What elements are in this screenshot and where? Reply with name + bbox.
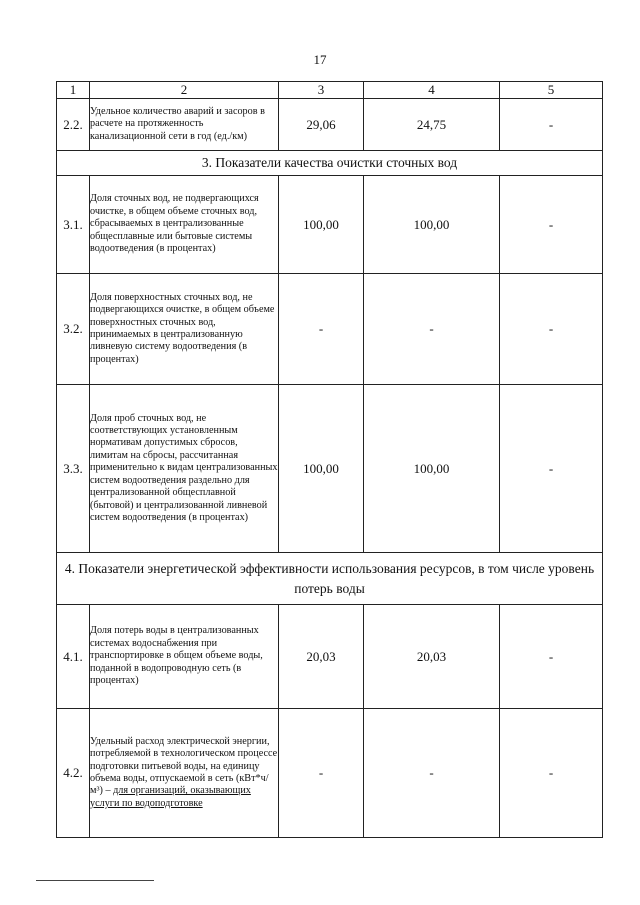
section-header-row bbox=[57, 553, 603, 605]
table-row bbox=[57, 274, 603, 385]
indicators-table bbox=[56, 81, 603, 838]
value-col3: 100,00 bbox=[279, 176, 364, 274]
row-number: 4.1. bbox=[57, 605, 90, 709]
table-row bbox=[57, 99, 603, 151]
table-row bbox=[57, 709, 603, 838]
indicator-description: Доля сточных вод, не подвергающихся очистке, в общем объеме сточных вод, сбрасываемых в централизованные общесплавные или бытовые системы водоотведения (в процентах) bbox=[90, 176, 279, 274]
page-number: 17 bbox=[313, 52, 327, 67]
value-col5: - bbox=[500, 385, 603, 553]
table-row bbox=[57, 176, 603, 274]
value-col3: 29,06 bbox=[279, 99, 364, 151]
value-col3: - bbox=[279, 274, 364, 385]
column-header-row bbox=[57, 82, 603, 99]
row-number: 3.3. bbox=[57, 385, 90, 553]
value-col3: 100,00 bbox=[279, 385, 364, 553]
value-col5: - bbox=[500, 274, 603, 385]
column-header-1: 1 bbox=[57, 82, 90, 99]
row-number: 3.1. bbox=[57, 176, 90, 274]
value-col4: 20,03 bbox=[364, 605, 500, 709]
value-col5: - bbox=[500, 709, 603, 838]
row-number: 4.2. bbox=[57, 709, 90, 838]
description-text: Удельный расход электрической энергии, потребляемой в технологическом процессе подготовки питьевой воды, на единицу объема воды, отпускаемой в сеть (кВт*ч/м³) – bbox=[90, 735, 278, 797]
value-col3: - bbox=[279, 709, 364, 838]
value-col5: - bbox=[500, 99, 603, 151]
section-title: 3. Показатели качества очистки сточных вод bbox=[57, 151, 603, 176]
value-col4: 100,00 bbox=[364, 176, 500, 274]
description-underlined-text: для организаций, оказывающих услуги по водоподготовке bbox=[90, 785, 251, 809]
indicator-description: Доля проб сточных вод, не соответствующих установленным нормативам допустимых сбросов, лимитам на сбросы, рассчитанная применительно к видам централизованных систем водоотведения раздельно для централизованной общесплавной (бытовой) и централизованной ливневой систем водоотведения (в процентах) bbox=[90, 385, 279, 553]
value-col4: 100,00 bbox=[364, 385, 500, 553]
value-col4: 24,75 bbox=[364, 99, 500, 151]
section-title: 4. Показатели энергетической эффективности использования ресурсов, в том числе уровень потерь воды bbox=[57, 553, 603, 605]
value-col4: - bbox=[364, 274, 500, 385]
indicator-description: Доля поверхностных сточных вод, не подвергающихся очистке, в общем объеме поверхностных сточных вод, принимаемых в централизованную ливневую систему водоотведения (в процентах) bbox=[90, 274, 279, 385]
value-col3: 20,03 bbox=[279, 605, 364, 709]
value-col5: - bbox=[500, 176, 603, 274]
row-number: 3.2. bbox=[57, 274, 90, 385]
section-header-row bbox=[57, 151, 603, 176]
table-row bbox=[57, 385, 603, 553]
row-number: 2.2. bbox=[57, 99, 90, 151]
indicator-description bbox=[90, 709, 279, 838]
value-col5: - bbox=[500, 605, 603, 709]
column-header-3: 3 bbox=[279, 82, 364, 99]
table-row bbox=[57, 605, 603, 709]
footnote-divider bbox=[36, 880, 154, 881]
indicator-description: Удельное количество аварий и засоров в расчете на протяженность канализационной сети в год (ед./км) bbox=[90, 99, 279, 151]
column-header-4: 4 bbox=[364, 82, 500, 99]
column-header-5: 5 bbox=[500, 82, 603, 99]
column-header-2: 2 bbox=[90, 82, 279, 99]
indicator-description: Доля потерь воды в централизованных системах водоснабжения при транспортировке в общем объеме воды, поданной в водопроводную сеть (в процентах) bbox=[90, 605, 279, 709]
value-col4: - bbox=[364, 709, 500, 838]
